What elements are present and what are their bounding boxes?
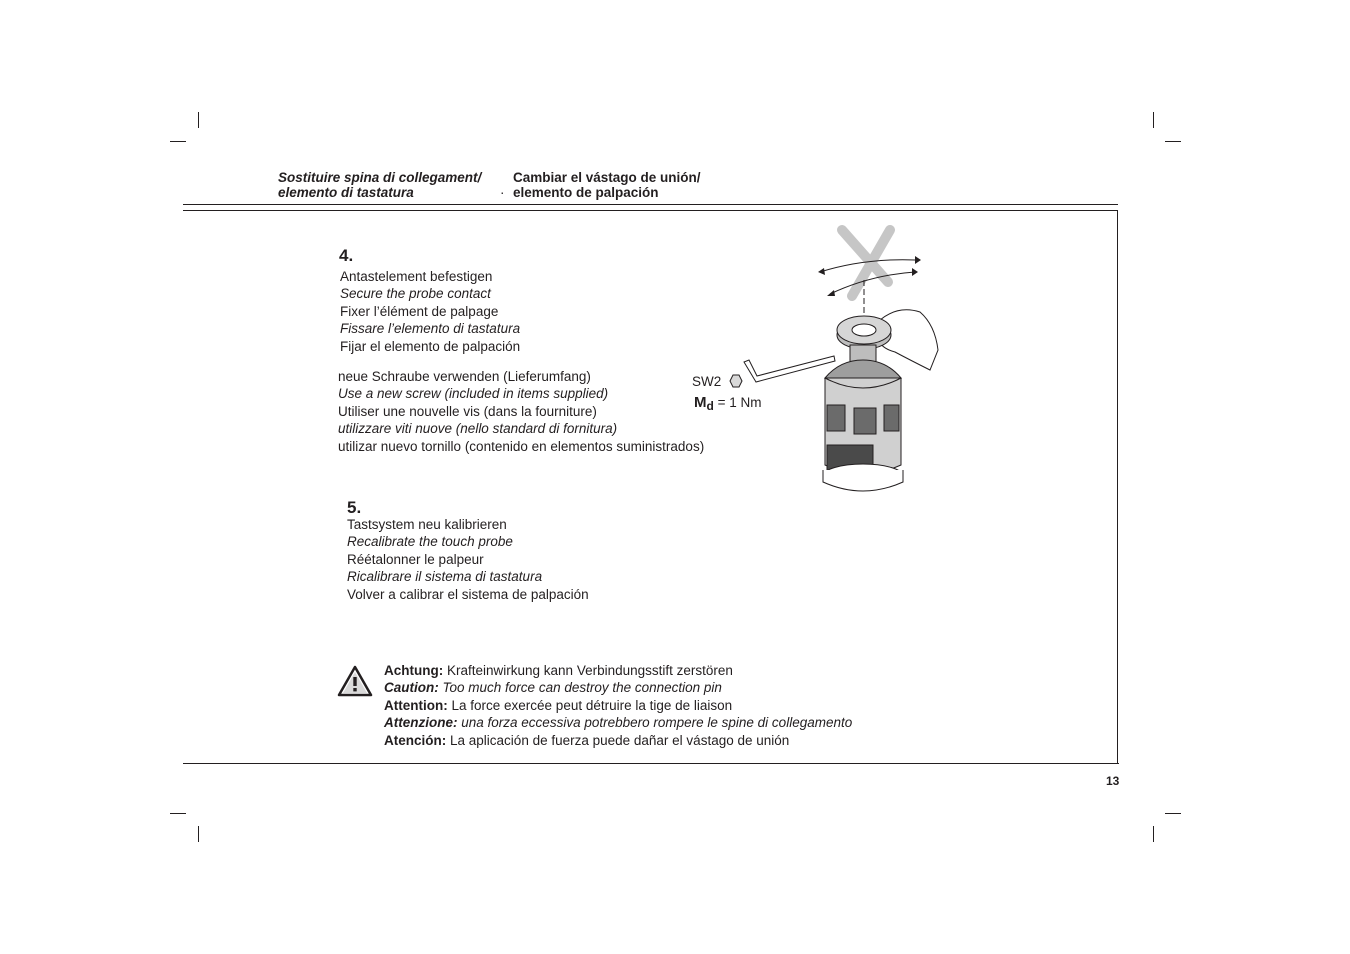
warning-line-de: Achtung: Krafteinwirkung kann Verbindungsstift zerstören [384, 663, 733, 678]
crop-mark [1153, 112, 1154, 128]
torque-subscript: d [706, 399, 714, 413]
crop-mark [198, 826, 199, 842]
step-4-instructions [340, 268, 520, 355]
header-separator: · [500, 185, 505, 200]
screw-line-en: Use a new screw (included in items supplied) [338, 386, 609, 402]
probe-body [823, 345, 903, 491]
rotation-arrows-icon [818, 256, 921, 296]
probe-contact [837, 316, 891, 349]
step-5-line-it: Ricalibrare il sistema di tastatura [347, 569, 543, 585]
crop-mark [170, 813, 186, 814]
header-left-line2: elemento di tastatura [278, 185, 414, 200]
warning-text [384, 662, 852, 749]
screw-line-it: utilizzare viti nuove (nello standard di fornitura) [338, 421, 618, 437]
step-4-line-de: Antastelement befestigen [340, 269, 493, 284]
crop-mark [1165, 141, 1181, 142]
header-rule [183, 204, 1118, 205]
step-4-line-fr: Fixer l’élément de palpage [340, 303, 499, 319]
warning-line-it: Attenzione: una forza eccessiva potrebbero rompere le spine di collegamento [384, 715, 853, 731]
screw-instructions [338, 368, 704, 455]
step-4-number: 4. [339, 246, 354, 265]
step-5-line-en: Recalibrate the touch probe [347, 534, 513, 550]
warning-icon [337, 664, 373, 698]
screw-line-fr: Utiliser une nouvelle vis (dans la fourniture) [338, 403, 597, 419]
step-5-line-fr: Réétalonner le palpeur [347, 551, 484, 567]
crop-mark [1153, 826, 1154, 842]
crop-mark [170, 141, 186, 142]
crop-mark [1165, 813, 1181, 814]
warning-line-en: Caution: Too much force can destroy the connection pin [384, 680, 722, 696]
header-right-line1: Cambiar el vástago de unión/ [513, 170, 701, 185]
torque-symbol: M [694, 394, 707, 411]
warning-line-fr: Attention: La force exercée peut détruire la tige de liaison [384, 697, 733, 713]
screw-line-de: neue Schraube verwenden (Lieferumfang) [338, 369, 591, 384]
step-5-line-es: Volver a calibrar el sistema de palpación [347, 586, 589, 602]
warning-line-es: Atención: La aplicación de fuerza puede dañar el vástago de unión [384, 732, 790, 748]
step-5-line-de: Tastsystem neu kalibrieren [347, 517, 507, 532]
screw-line-es: utilizar nuevo tornillo (contenido en elementos suministrados) [338, 438, 705, 454]
header-left-line1: Sostituire spina di collegament/ [278, 170, 482, 185]
step-5-number: 5. [347, 498, 362, 517]
probe-illustration [730, 220, 950, 500]
step-4-line-it: Fissare l’elemento di tastatura [340, 321, 521, 337]
page-number: 13 [1106, 774, 1120, 788]
hex-wrench-icon [744, 356, 835, 382]
step-4-line-en: Secure the probe contact [340, 286, 491, 302]
header-right [513, 170, 701, 200]
crop-mark [198, 112, 199, 128]
step-5-instructions [347, 516, 589, 603]
wrench-size-text: SW2 [692, 374, 722, 389]
header-left [278, 170, 481, 200]
header-right-line2: elemento de palpación [513, 185, 659, 200]
footer-rule [183, 763, 1119, 764]
step-4-line-es: Fijar el elemento de palpación [340, 338, 521, 354]
torque-value: = 1 Nm [717, 395, 762, 410]
